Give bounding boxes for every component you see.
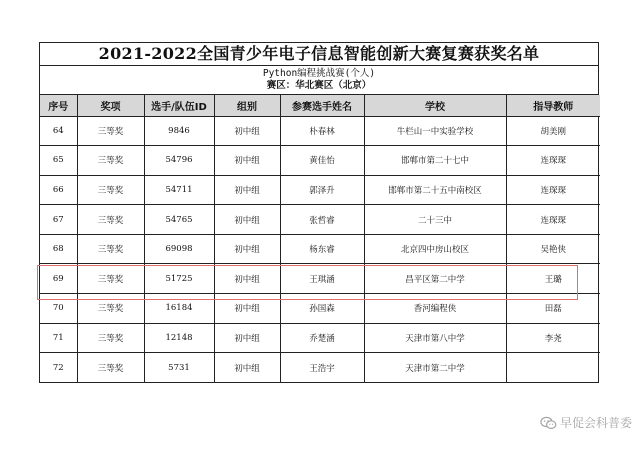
cell-group: 初中组 — [214, 264, 280, 294]
award-table — [40, 95, 600, 382]
cell-participant-name: 郭泽升 — [280, 175, 364, 205]
cell-school: 天津市第八中学 — [364, 323, 506, 353]
cell-school: 昌平区第二中学 — [364, 264, 506, 294]
award-document — [39, 42, 599, 383]
cell-group: 初中组 — [214, 146, 280, 176]
cell-row-index: 67 — [40, 205, 77, 235]
cell-award: 三等奖 — [77, 146, 144, 176]
cell-group: 初中组 — [214, 205, 280, 235]
table-row — [40, 175, 600, 205]
award-table-body — [40, 116, 600, 382]
cell-award: 三等奖 — [77, 116, 144, 146]
cell-award: 三等奖 — [77, 264, 144, 294]
watermark — [540, 414, 632, 431]
cell-team-id: 69098 — [144, 234, 214, 264]
cell-teacher: 连琛琛 — [506, 146, 600, 176]
cell-teacher: 连琛琛 — [506, 175, 600, 205]
cell-group: 初中组 — [214, 116, 280, 146]
cell-group: 初中组 — [214, 353, 280, 383]
table-header-row — [40, 95, 600, 116]
cell-award: 三等奖 — [77, 323, 144, 353]
cell-teacher: 王璐 — [506, 264, 600, 294]
cell-row-index: 65 — [40, 146, 77, 176]
cell-participant-name: 朴春林 — [280, 116, 364, 146]
cell-teacher: 胡美刚 — [506, 116, 600, 146]
cell-team-id: 5731 — [144, 353, 214, 383]
cell-row-index: 72 — [40, 353, 77, 383]
cell-school: 邯郸市第二十七中 — [364, 146, 506, 176]
cell-award: 三等奖 — [77, 234, 144, 264]
header-participant: 参赛选手姓名 — [280, 95, 364, 116]
cell-school: 北京四中房山校区 — [364, 234, 506, 264]
cell-team-id: 9846 — [144, 116, 214, 146]
document-title: 2021-2022全国青少年电子信息智能创新大赛复赛获奖名单 — [40, 43, 598, 66]
cell-school: 二十三中 — [364, 205, 506, 235]
table-row — [40, 234, 600, 264]
cell-group: 初中组 — [214, 294, 280, 324]
cell-teacher: 连琛琛 — [506, 205, 600, 235]
cell-participant-name: 王琪涵 — [280, 264, 364, 294]
header-teacher: 指导教师 — [506, 95, 600, 116]
header-award: 奖项 — [77, 95, 144, 116]
cell-team-id: 51725 — [144, 264, 214, 294]
cell-team-id: 54711 — [144, 175, 214, 205]
table-row — [40, 116, 600, 146]
table-row — [40, 353, 600, 383]
header-group: 组别 — [214, 95, 280, 116]
cell-award: 三等奖 — [77, 175, 144, 205]
cell-participant-name: 王浩宇 — [280, 353, 364, 383]
cell-participant-name: 张哲睿 — [280, 205, 364, 235]
cell-school: 邯郸市第二十五中南校区 — [364, 175, 506, 205]
document-subheader — [40, 66, 598, 95]
cell-row-index: 69 — [40, 264, 77, 294]
header-team-id: 选手/队伍ID — [144, 95, 214, 116]
cell-award: 三等奖 — [77, 294, 144, 324]
wechat-icon — [540, 416, 557, 430]
cell-teacher: 吴艳侠 — [506, 234, 600, 264]
table-row — [40, 146, 600, 176]
cell-group: 初中组 — [214, 234, 280, 264]
cell-team-id: 54765 — [144, 205, 214, 235]
cell-row-index: 64 — [40, 116, 77, 146]
table-row — [40, 323, 600, 353]
cell-teacher: 田磊 — [506, 294, 600, 324]
cell-team-id: 16184 — [144, 294, 214, 324]
cell-group: 初中组 — [214, 323, 280, 353]
cell-school: 牛栏山一中实验学校 — [364, 116, 506, 146]
table-row — [40, 294, 600, 324]
cell-group: 初中组 — [214, 175, 280, 205]
cell-row-index: 71 — [40, 323, 77, 353]
header-school: 学校 — [364, 95, 506, 116]
cell-school: 天津市第二中学 — [364, 353, 506, 383]
cell-row-index: 68 — [40, 234, 77, 264]
cell-teacher — [506, 353, 600, 383]
cell-participant-name: 乔楚涵 — [280, 323, 364, 353]
cell-team-id: 12148 — [144, 323, 214, 353]
cell-award: 三等奖 — [77, 353, 144, 383]
table-row — [40, 205, 600, 235]
cell-participant-name: 孙国森 — [280, 294, 364, 324]
competition-region: 赛区：华北赛区（北京） — [266, 80, 372, 91]
competition-category: Python编程挑战赛(个人) — [262, 68, 376, 79]
cell-participant-name: 杨东睿 — [280, 234, 364, 264]
cell-team-id: 54796 — [144, 146, 214, 176]
cell-award: 三等奖 — [77, 205, 144, 235]
table-row — [40, 264, 600, 294]
cell-row-index: 66 — [40, 175, 77, 205]
cell-participant-name: 黄佳怡 — [280, 146, 364, 176]
cell-teacher: 李尧 — [506, 323, 600, 353]
cell-school: 香河编程侠 — [364, 294, 506, 324]
watermark-text: 早促会科普委 — [559, 416, 632, 430]
cell-row-index: 70 — [40, 294, 77, 324]
header-index: 序号 — [40, 95, 77, 116]
